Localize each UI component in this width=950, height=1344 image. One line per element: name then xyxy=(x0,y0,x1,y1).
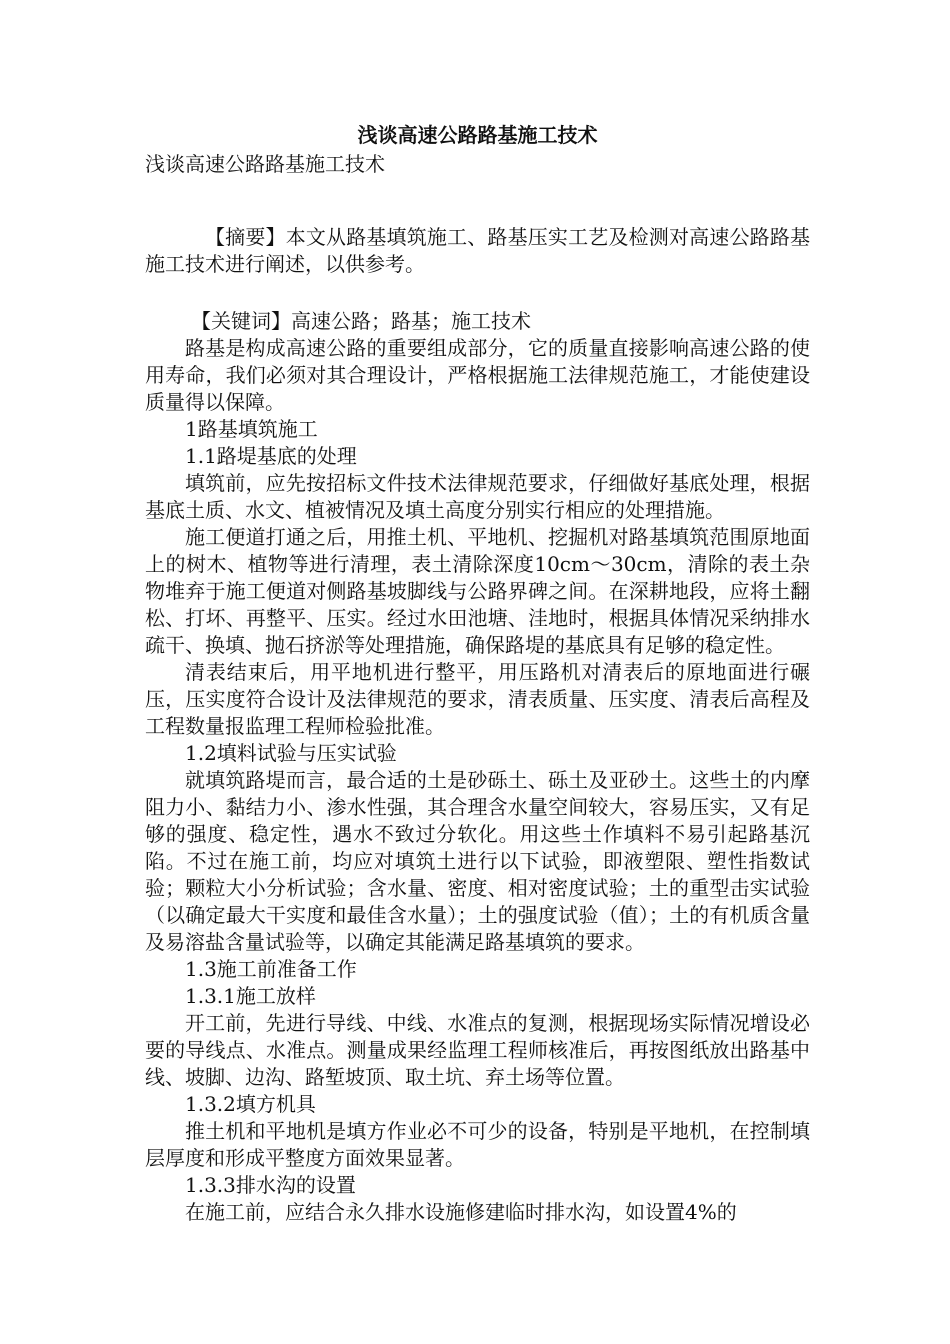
paragraph-1-1-a: 填筑前，应先按招标文件技术法律规范要求，仔细做好基底处理，根据基底土质、水文、植被情况及填土高度分别实行相应的处理措施。 xyxy=(145,471,810,522)
paragraph-1-1-c: 清表结束后，用平地机进行整平，用压路机对清表后的原地面进行碾压，压实度符合设计及法律规范的要求，清表质量、压实度、清表后高程及工程数量报监理工程师检验批准。 xyxy=(145,660,810,738)
intro-paragraph: 路基是构成高速公路的重要组成部分，它的质量直接影响高速公路的使用寿命，我们必须对其合理设计，严格根据施工法律规范施工，才能使建设质量得以保障。 xyxy=(145,336,810,414)
paragraph-1-3-3: 在施工前，应结合永久排水设施修建临时排水沟，如设置4%的 xyxy=(185,1200,737,1224)
section-heading-1-3-3: 1.3.3排水沟的设置 xyxy=(185,1173,356,1197)
paragraph-1-1-b: 施工便道打通之后，用推土机、平地机、挖掘机对路基填筑范围原地面上的树木、植物等进行清理，表土清除深度10cm～30cm，清除的表土杂物堆弃于施工便道对侧路基坡脚线与公路界碑之间。在深耕地段，应将土翻松、打坏、再整平、压实。经过水田池塘、洼地时，根据具体情况采纳排水疏干、换填、抛石挤淤等处理措施，确保路堤的基底具有足够的稳定性。 xyxy=(145,525,810,657)
paragraph-1-3-1: 开工前，先进行导线、中线、水准点的复测，根据现场实际情况增设必要的导线点、水准点。测量成果经监理工程师核准后，再按图纸放出路基中线、坡脚、边沟、路堑坡顶、取土坑、弃土场等位置。 xyxy=(145,1011,810,1089)
paragraph-1-3-2: 推土机和平地机是填方作业必不可少的设备，特别是平地机，在控制填层厚度和形成平整度方面效果显著。 xyxy=(145,1119,810,1170)
document-page xyxy=(145,122,810,1226)
paragraph-1-2: 就填筑路堤而言，最合适的土是砂砾土、砾土及亚砂土。这些土的内摩阻力小、黏结力小、渗水性强，其合理含水量空间较大，容易压实，又有足够的强度、稳定性，遇水不致过分软化。用这些土作填料不易引起路基沉陷。不过在施工前，均应对填筑土进行以下试验，即液塑限、塑性指数试验；颗粒大小分析试验；含水量、密度、相对密度试验；土的重型击实试验（以确定最大干实度和最佳含水量）；土的强度试验（值）；土的有机质含量及易溶盐含量试验等，以确定其能满足路基填筑的要求。 xyxy=(145,768,810,954)
section-heading-1-3-1: 1.3.1施工放样 xyxy=(185,984,316,1008)
abstract-paragraph: 【摘要】本文从路基填筑施工、路基压实工艺及检测对高速公路路基施工技术进行阐述，以供参考。 xyxy=(145,225,810,276)
section-heading-1-3-2: 1.3.2填方机具 xyxy=(185,1092,316,1116)
section-heading-1: 1路基填筑施工 xyxy=(185,417,318,441)
keywords-paragraph: 【关键词】高速公路；路基；施工技术 xyxy=(191,309,531,333)
section-heading-1-2: 1.2填料试验与压实试验 xyxy=(185,741,397,765)
section-heading-1-3: 1.3施工前准备工作 xyxy=(185,957,357,981)
section-heading-1-1: 1.1路堤基底的处理 xyxy=(185,444,357,468)
document-subtitle: 浅谈高速公路路基施工技术 xyxy=(145,152,385,176)
document-title: 浅谈高速公路路基施工技术 xyxy=(357,123,598,147)
